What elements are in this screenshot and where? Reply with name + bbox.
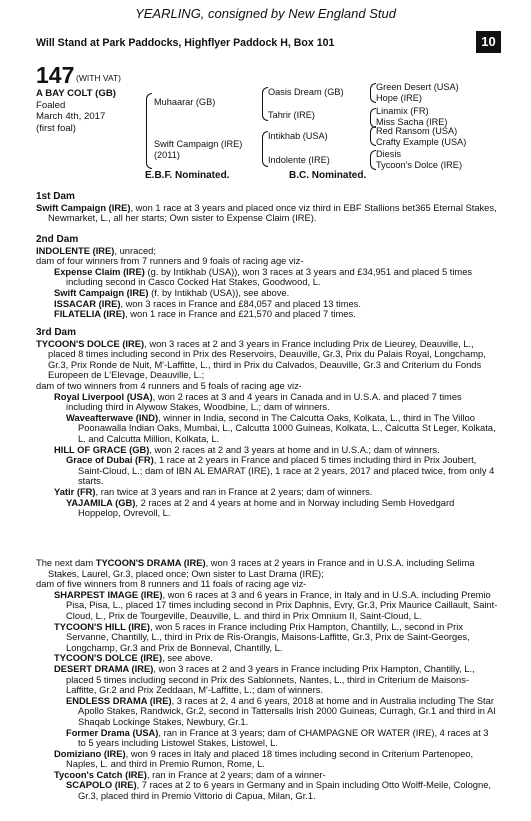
dam-paragraph: Grace of Dubai (FR), 1 race at 2 years in France and placed 5 times including third in Prix Joubert, Saint-Cloud, L.; dam of IBN AL EMARAT (IRE), 1 race at 2 years, 2017 and placed twice, from only 4 starts. (66, 455, 495, 487)
pedigree-ddd: Tycoon's Dolce (IRE) (376, 160, 462, 170)
dam-paragraph: TYCOON'S DOLCE (IRE), won 3 races at 2 and 3 years in France including Prix de Lieurey, Deauville, L., placed 8 times including second in Prix des Reservoirs, Deauville, Gr.3, Prix du Palais Royal, Longchamp, Gr.3, Prix Ronde de Nuit, M'-Laffitte, L., third in Prix du Calvados, Deauville, Gr.3 and Criterium du Fonds Europeen de L'Elevage, Deauville, L.; (36, 338, 486, 381)
pedigree-bracket (146, 93, 152, 169)
stand-location: Will Stand at Park Paddocks, Highflyer Paddock H, Box 101 (36, 37, 335, 49)
vat-note: (WITH VAT) (76, 73, 122, 83)
third-dam-section (36, 328, 498, 519)
pedigree-dam-year: (2011) (154, 150, 180, 160)
pedigree-dsd: Crafty Example (USA) (376, 137, 467, 147)
dam-paragraph: Tycoon's Catch (IRE), ran in France at 2 years; dam of a winner- (54, 769, 326, 780)
dam-paragraph: ENDLESS DRAMA (IRE), 3 races at 2, 4 and 6 years, 2018 at home and in Australia including The Star Apollo Stakes, Randwick, Gr.2, second in Tattersalls Irish 2000 Guineas, Curragh, Gr.1 and third in Al Shaqab Lockinge Stakes, Newbury, Gr.1. (66, 695, 496, 727)
section-heading: 1st Dam (36, 191, 75, 202)
first-dam-section (36, 192, 498, 224)
dam-line: dam of four winners from 7 runners and 9 foals of racing age viz- (36, 256, 304, 267)
colt-foaled: Foaled (36, 99, 66, 111)
dam-line: Swift Campaign (IRE) (f. by Intikhab (USA)), see above. (54, 287, 290, 298)
dam-line: dam of two winners from 4 runners and 5 foals of racing age viz- (36, 380, 302, 391)
next-dam-section (36, 558, 498, 802)
dam-paragraph: Former Drama (USA), ran in France at 3 years; dam of CHAMPAGNE OR WATER (IRE), 4 races at 3 to 5 years including Listowel Stakes, Listowel, L. (66, 727, 489, 749)
pedigree-dam: Swift Campaign (IRE) (154, 139, 243, 149)
section-heading: 2nd Dam (36, 234, 79, 245)
dam-paragraph: Waveafterwave (IND), winner in India, second in The Calcutta Oaks, Kolkata, L., third in The Villoo Poonawalla Indian Oaks, Mumbai, L., Calcutta 1000 Guineas, Kolkata, L., Calcutta St Leger, Kolkata, L. and Calcutta Million, Kolkata, L. (66, 412, 496, 444)
pedigree-sire: Muhaarar (GB) (154, 97, 216, 107)
dam-paragraph: SHARPEST IMAGE (IRE), won 6 races at 3 and 6 years in France, in Italy and in U.S.A. including Premio Pisa, Pisa, L., placed 17 times including second in Prix Daphnis, Evry, Gr.3, Prix Maurice Caillault, Saint-Cloud, L., Prix de Tourgeville, Deauville, L. and third in Prix Omnium II, Saint-Cloud, L. (54, 589, 498, 621)
dam-paragraph: YAJAMILA (GB), 2 races at 2 and 4 years at home and in Norway including Semb Hovedgard Hoppelop, Ovrevoll, L. (66, 497, 455, 519)
section-heading: 3rd Dam (36, 327, 77, 338)
pedigree-dam-dam: Indolente (IRE) (268, 155, 330, 165)
pedigree-ssd: Hope (IRE) (376, 93, 422, 103)
bc-nomination: B.C. Nominated. (289, 170, 367, 181)
pedigree-dds: Diesis (376, 149, 402, 159)
dam-line: dam of five winners from 8 runners and 11 foals of racing age viz- (36, 579, 307, 590)
pedigree-sss: Green Desert (USA) (376, 82, 459, 92)
pedigree-sire-sire: Oasis Dream (GB) (268, 87, 344, 97)
pedigree-dam-sire: Intikhab (USA) (268, 131, 328, 141)
day-badge: 10 (476, 31, 501, 53)
ebf-nomination: E.B.F. Nominated. (145, 170, 230, 181)
pedigree-dss: Red Ransom (USA) (376, 126, 458, 136)
dam-line: ISSACAR (IRE), won 3 races in France and £84,057 and placed 13 times. (54, 298, 361, 309)
colt-date: March 4th, 2017 (36, 111, 106, 123)
dam-paragraph: Yatir (FR), ran twice at 3 years and ran in France at 2 years; dam of winners. (54, 486, 373, 497)
dam-paragraph: TYCOON'S DOLCE (IRE), see above. (54, 653, 214, 664)
pedigree-sdd: Miss Sacha (IRE) (376, 117, 448, 127)
dam-paragraph: HILL OF GRACE (GB), won 2 races at 2 and 3 years at home and in U.S.A.; dam of winners. (54, 444, 440, 455)
dam-paragraph: SCAPOLO (IRE), 7 races at 2 to 6 years in Germany and in Spain including Otto Wolff-Meile, Cologne, Gr.3, placed third in Premio Vittorio di Capua, Milan, Gr.1. (66, 780, 491, 802)
colt-foal-note: (first foal) (36, 122, 76, 134)
dam-paragraph: The next dam TYCOON'S DRAMA (IRE), won 3 races at 2 years in France and in U.S.A. including Selima Stakes, Laurel, Gr.3, placed once; Own sister to Last Drama (IRE); (36, 558, 475, 579)
dam-line: INDOLENTE (IRE), unraced; (36, 245, 156, 256)
dam-paragraph: Royal Liverpool (USA), won 2 races at 3 and 4 years in Canada and in U.S.A. and placed 7 times including third in Alywow Stakes, Woodbine, L.; dam of winners. (54, 391, 462, 413)
lot-number: 147 (36, 62, 75, 88)
second-dam-section (36, 235, 498, 320)
dam-line: Expense Claim (IRE) (g. by Intikhab (USA)), won 3 races at 3 years and £34,951 and placed 5 times including second in Casco Cocked Hat Stakes, Goodwood, L. (54, 266, 473, 288)
dam-paragraph: Swift Campaign (IRE), won 1 race at 3 years and placed once viz third in EBF Stallions bet365 Eternal Stakes, Newmarket, L., all her starts; Own sister to Expense Claim (IRE). (36, 202, 497, 224)
dam-paragraph: DESERT DRAMA (IRE), won 3 races at 2 and 3 years in France including Prix Hampton, Chantilly, L., placed 5 times including second in Prix des Sablonnets, Nantes, L., third in Criterium de Maisons-Laffitte, Gr.2 and Prix Zeddaan, M'-Laffitte, L.; dam of winners. (54, 663, 475, 696)
pedigree-sire-dam: Tahrir (IRE) (268, 110, 315, 120)
dam-line: FILATELIA (IRE), won 1 race in France and £21,570 and placed 7 times. (54, 309, 356, 320)
colt-details (36, 88, 116, 134)
colt-name: A BAY COLT (GB) (36, 88, 116, 99)
pedigree-sds: Linamix (FR) (376, 106, 429, 116)
dam-paragraph: Domiziano (IRE), won 9 races in Italy and placed 18 times including second in Criterium Partenopeo, Naples, L. and third in Premio Rumon, Rome, L. (54, 748, 474, 770)
page-header: YEARLING, consigned by New England Stud (135, 6, 396, 21)
dam-paragraph: TYCOON'S HILL (IRE), won 5 races in France including Prix Hampton, Chantilly, L., second in Prix Servanne, Chantilly, L., third in Prix de Ris-Orangis, Maisons-Laffitte, Gr.3, Prix de Saint-Georges, Longchamp, Gr.3 and Prix de Bonneval, Chantilly, L. (54, 621, 470, 653)
